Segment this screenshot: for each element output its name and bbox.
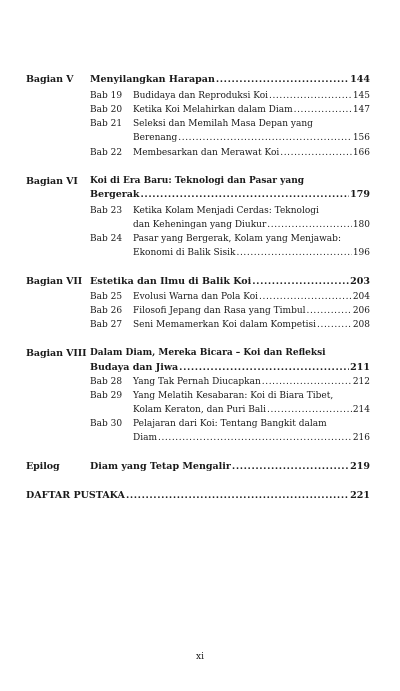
part-title-line	[90, 189, 370, 200]
toc-entry	[133, 220, 370, 230]
chapter-title-line: Ketika Kolam Menjadi Cerdas: Teknologi	[133, 206, 319, 216]
toc-entry	[133, 148, 370, 158]
chapter-page-number: 147	[352, 105, 370, 115]
dot-leader	[236, 248, 351, 258]
chapter-title: Berenang	[133, 133, 178, 143]
toc-entry	[133, 377, 370, 387]
chapter-page-number: 214	[352, 405, 370, 415]
part-title: Bergerak	[90, 189, 140, 200]
dot-leader	[294, 105, 352, 115]
part-title-line	[90, 74, 370, 85]
chapter-title: Ekonomi di Balik Sisik	[133, 248, 236, 258]
chapter-title: Yang Tak Pernah Diucapkan	[133, 377, 261, 387]
part-page-number: 179	[350, 189, 370, 200]
part-title-line: Dalam Diam, Mereka Bicara – Koi dan Refleksi	[90, 348, 326, 358]
dot-leader	[280, 148, 352, 158]
chapter-title-line: Yang Melatih Kesabaran: Koi di Biara Tibet,	[133, 391, 334, 401]
part-title-line	[90, 276, 370, 287]
dot-leader	[259, 292, 352, 302]
bibliography-page-number: 221	[350, 490, 370, 501]
part-label: Bagian VII	[26, 276, 83, 287]
toc-entry	[133, 320, 370, 330]
chapter-title: Membesarkan dan Merawat Koi	[133, 148, 280, 158]
epilog-title: Diam yang Tetap Mengalir	[90, 461, 231, 472]
part-title-line	[90, 362, 370, 373]
epilog-label: Epilog	[26, 461, 60, 472]
chapter-title: Evolusi Warna dan Pola Koi	[133, 292, 259, 302]
chapter-number: Bab 24	[90, 234, 123, 244]
toc-entry	[133, 405, 370, 415]
chapter-title: Budidaya dan Reproduksi Koi	[133, 91, 269, 101]
dot-leader	[267, 220, 352, 230]
dot-leader	[141, 189, 350, 200]
toc-entry	[133, 105, 370, 115]
part-page-number: 203	[350, 276, 370, 287]
chapter-page-number: 212	[352, 377, 370, 387]
chapter-title: Diam	[133, 433, 157, 443]
dot-leader	[126, 490, 349, 501]
page-number: xi	[196, 652, 204, 662]
chapter-number: Bab 30	[90, 419, 123, 429]
dot-leader	[179, 362, 349, 373]
dot-leader	[317, 320, 352, 330]
chapter-number: Bab 20	[90, 105, 123, 115]
bibliography-line	[26, 490, 370, 501]
dot-leader	[267, 405, 352, 415]
part-title: Estetika dan Ilmu di Balik Koi	[90, 276, 252, 287]
part-label: Bagian VIII	[26, 348, 87, 359]
dot-leader	[307, 306, 352, 316]
dot-leader	[216, 74, 349, 85]
chapter-page-number: 206	[352, 306, 370, 316]
part-page-number: 211	[350, 362, 370, 373]
chapter-number: Bab 29	[90, 391, 123, 401]
dot-leader	[178, 133, 352, 143]
chapter-page-number: 208	[352, 320, 370, 330]
chapter-number: Bab 21	[90, 119, 123, 129]
dot-leader	[252, 276, 349, 287]
part-label: Bagian V	[26, 74, 74, 85]
chapter-title: Filosofi Jepang dan Rasa yang Timbul	[133, 306, 306, 316]
toc-entry	[133, 433, 370, 443]
chapter-page-number: 204	[352, 292, 370, 302]
part-page-number: 144	[350, 74, 370, 85]
chapter-page-number: 180	[352, 220, 370, 230]
epilog-page-number: 219	[350, 461, 370, 472]
toc-entry	[133, 292, 370, 302]
toc-entry	[133, 133, 370, 143]
chapter-page-number: 196	[352, 248, 370, 258]
part-title: Budaya dan Jiwa	[90, 362, 179, 373]
chapter-title: Kolam Keraton, dan Puri Bali	[133, 405, 266, 415]
chapter-title-line: Pelajaran dari Koi: Tentang Bangkit dalam	[133, 419, 327, 429]
dot-leader	[269, 91, 352, 101]
part-label: Bagian VI	[26, 176, 78, 187]
chapter-page-number: 166	[352, 148, 370, 158]
chapter-number: Bab 23	[90, 206, 123, 216]
bibliography-title: DAFTAR PUSTAKA	[26, 490, 125, 501]
toc-entry	[133, 306, 370, 316]
dot-leader	[232, 461, 349, 472]
dot-leader	[158, 433, 352, 443]
chapter-number: Bab 28	[90, 377, 123, 387]
chapter-title: Seni Memamerkan Koi dalam Kompetisi	[133, 320, 317, 330]
toc-entry	[133, 248, 370, 258]
part-title: Menyilangkan Harapan	[90, 74, 215, 85]
chapter-title-line: Pasar yang Bergerak, Kolam yang Menjawab:	[133, 234, 341, 244]
chapter-number: Bab 26	[90, 306, 123, 316]
chapter-number: Bab 27	[90, 320, 123, 330]
chapter-page-number: 156	[352, 133, 370, 143]
chapter-number: Bab 25	[90, 292, 123, 302]
chapter-page-number: 216	[352, 433, 370, 443]
chapter-title-line: Seleksi dan Memilah Masa Depan yang	[133, 119, 313, 129]
toc-entry	[133, 91, 370, 101]
part-title-line: Koi di Era Baru: Teknologi dan Pasar yang	[90, 176, 305, 186]
epilog-line	[90, 461, 370, 472]
dot-leader	[262, 377, 352, 387]
chapter-title: dan Keheningan yang Diukur	[133, 220, 267, 230]
chapter-page-number: 145	[352, 91, 370, 101]
chapter-number: Bab 19	[90, 91, 123, 101]
chapter-number: Bab 22	[90, 148, 123, 158]
chapter-title: Ketika Koi Melahirkan dalam Diam	[133, 105, 293, 115]
